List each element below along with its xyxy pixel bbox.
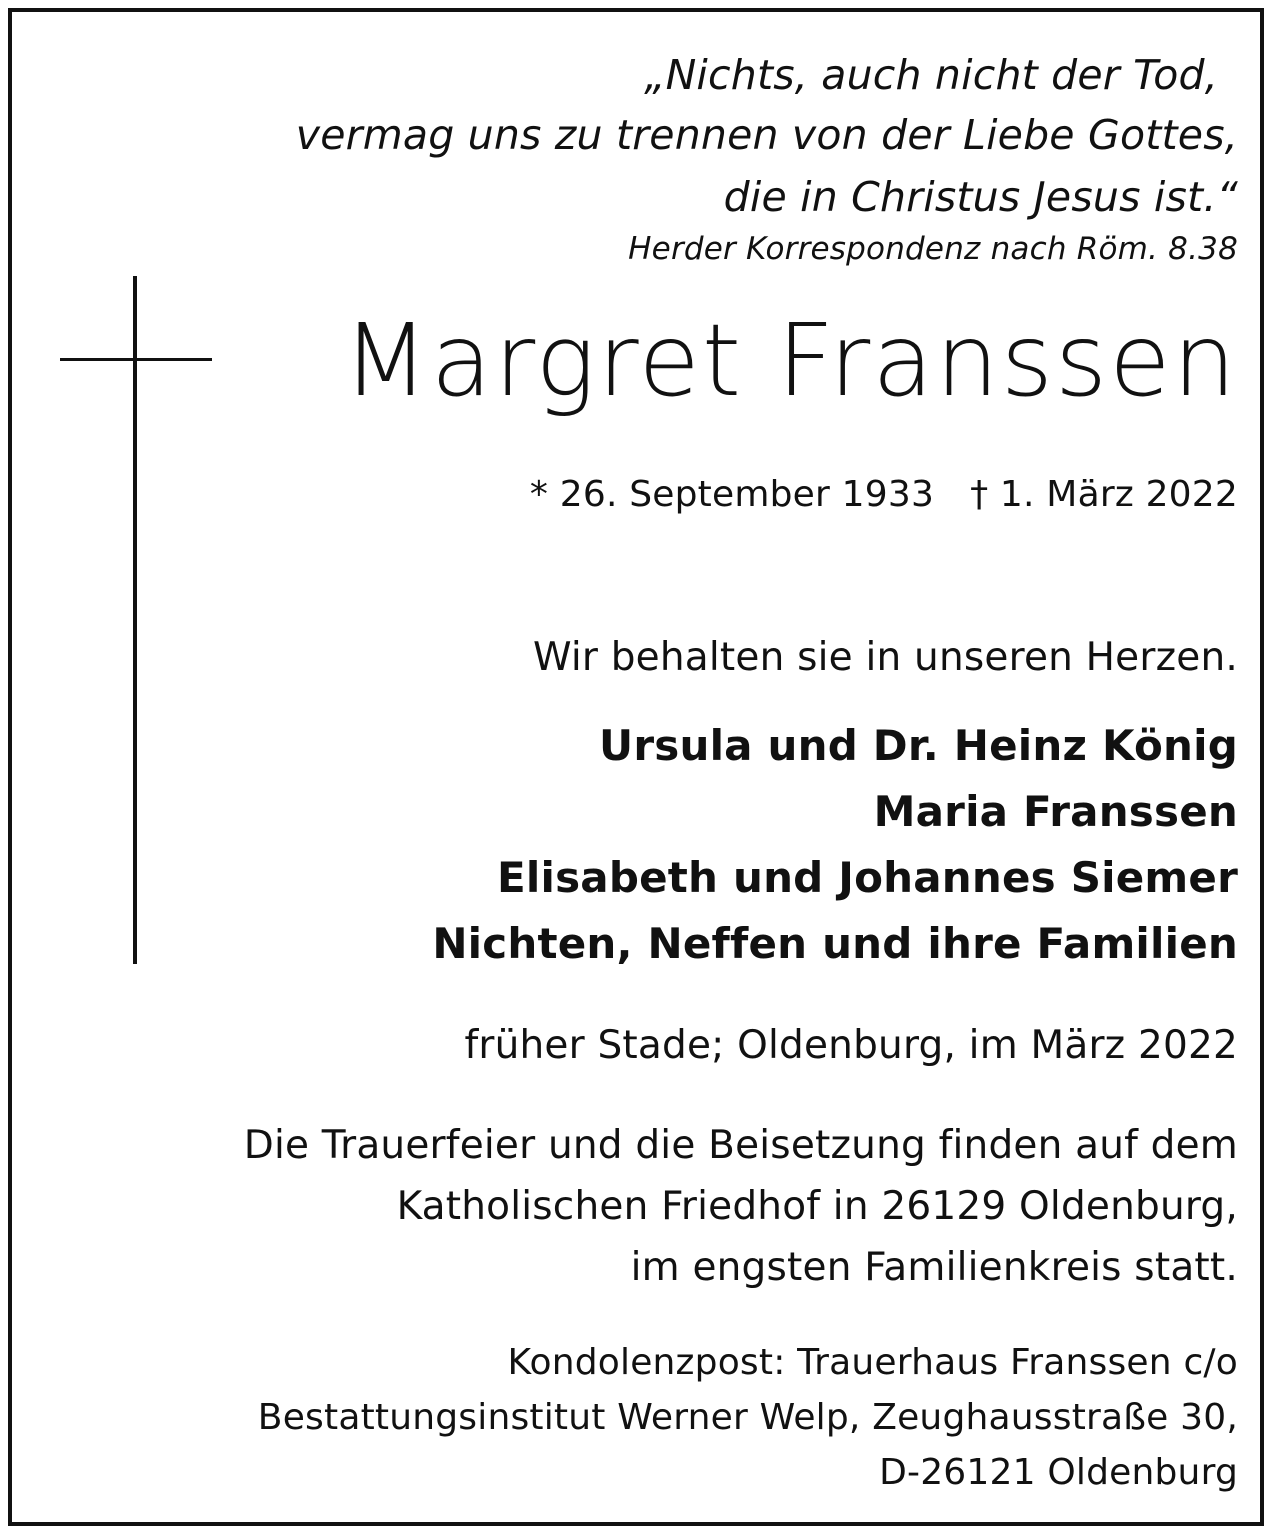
deceased-name: Margret Franssen: [342, 302, 1238, 419]
condolence-line-3: D-26121 Oldenburg: [879, 1452, 1238, 1493]
quote-line-1: „Nichts, auch nicht der Tod,: [644, 51, 1218, 99]
quote-source: Herder Korrespondenz nach Röm. 8.38: [628, 231, 1238, 267]
death-date: † 1. März 2022: [970, 474, 1238, 515]
cross-icon-bar: [60, 358, 212, 361]
life-dates: [530, 473, 1238, 517]
mourner-1: Ursula und Dr. Heinz König: [599, 721, 1238, 770]
remembrance-text: Wir behalten sie in unseren Herzen.: [532, 635, 1238, 680]
quote-line-3: die in Christus Jesus ist.“: [723, 173, 1238, 221]
mourner-3: Elisabeth und Johannes Siemer: [497, 853, 1238, 902]
place-date: früher Stade; Oldenburg, im März 2022: [464, 1023, 1238, 1068]
mourner-4: Nichten, Neffen und ihre Familien: [432, 919, 1238, 968]
mourner-2: Maria Franssen: [873, 787, 1238, 836]
quote-line-2: vermag uns zu trennen von der Liebe Gottes,: [295, 111, 1238, 159]
ceremony-line-3: im engsten Familienkreis statt.: [630, 1245, 1238, 1290]
ceremony-line-2: Katholischen Friedhof in 26129 Oldenburg,: [396, 1184, 1238, 1229]
birth-date: * 26. September 1933: [529, 474, 935, 515]
cross-icon: [133, 276, 137, 964]
condolence-line-1: Kondolenzpost: Trauerhaus Franssen c/o: [507, 1342, 1238, 1383]
condolence-line-2: Bestattungsinstitut Werner Welp, Zeughausstraße 30,: [257, 1397, 1238, 1438]
ceremony-line-1: Die Trauerfeier und die Beisetzung finden auf dem: [243, 1123, 1238, 1168]
